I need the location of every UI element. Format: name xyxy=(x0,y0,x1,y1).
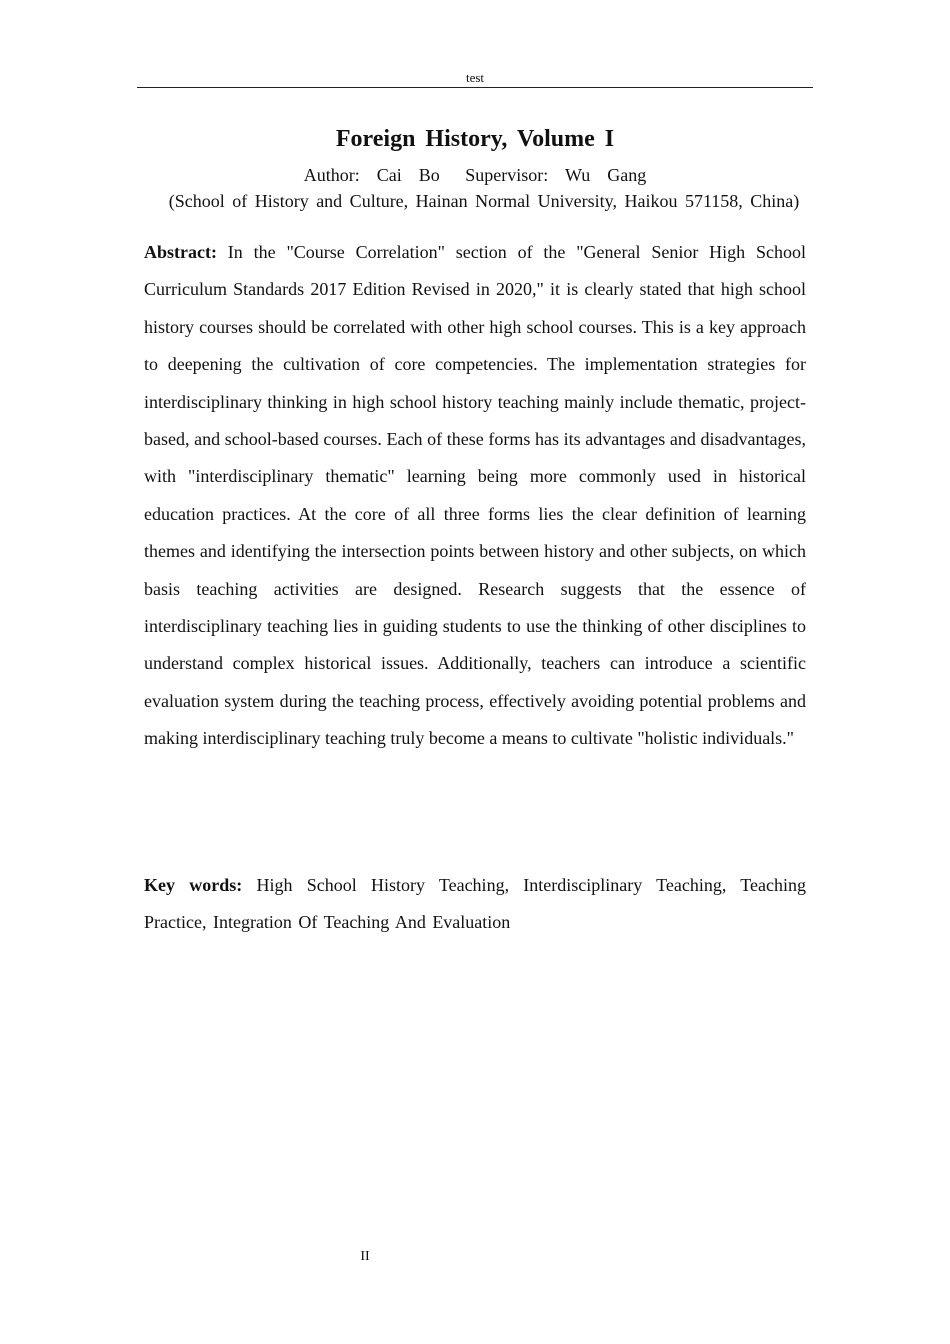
abstract-text: In the "Course Correlation" section of the "General Senior High School Curriculum Standards 2017 Edition Revised in 2020," it is clearly stated that high school history courses should be correlated with other high school courses. This is a key approach to deepening the cultivation of core competencies. The implementation strategies for interdisciplinary thinking in high school history teaching mainly include thematic, project-based, and school-based courses. Each of these forms has its advantages and disadvantages, with "interdisciplinary thematic" learning being more commonly used in historical education practices. At the core of all three forms lies the clear definition of learning themes and identifying the intersection points between history and other subjects, on which basis teaching activities are designed. Research suggests that the essence of interdisciplinary teaching lies in guiding students to use the thinking of other disciplines to understand complex historical issues. Additionally, teachers can introduce a scientific evaluation system during the teaching process, effectively avoiding potential problems and making interdisciplinary teaching truly become a means to cultivate "holistic individuals." xyxy=(144,242,806,749)
author-supervisor-line: Author: Cai Bo Supervisor: Wu Gang xyxy=(303,165,647,185)
header-rule xyxy=(137,87,813,88)
affiliation: (School of History and Culture, Hainan Normal University, Haikou 571158, China) xyxy=(168,191,800,211)
keywords-paragraph xyxy=(144,867,806,942)
document-title: Foreign History, Volume I xyxy=(335,126,615,152)
keywords-text: High School History Teaching, Interdisciplinary Teaching, Teaching Practice, Integration Of Teaching And Evaluation xyxy=(144,875,806,933)
running-header: test xyxy=(465,70,485,85)
keywords-label: Key words: xyxy=(144,875,243,895)
abstract-paragraph xyxy=(144,234,806,758)
page-number: II xyxy=(360,1249,370,1264)
abstract-label: Abstract: xyxy=(144,242,217,262)
